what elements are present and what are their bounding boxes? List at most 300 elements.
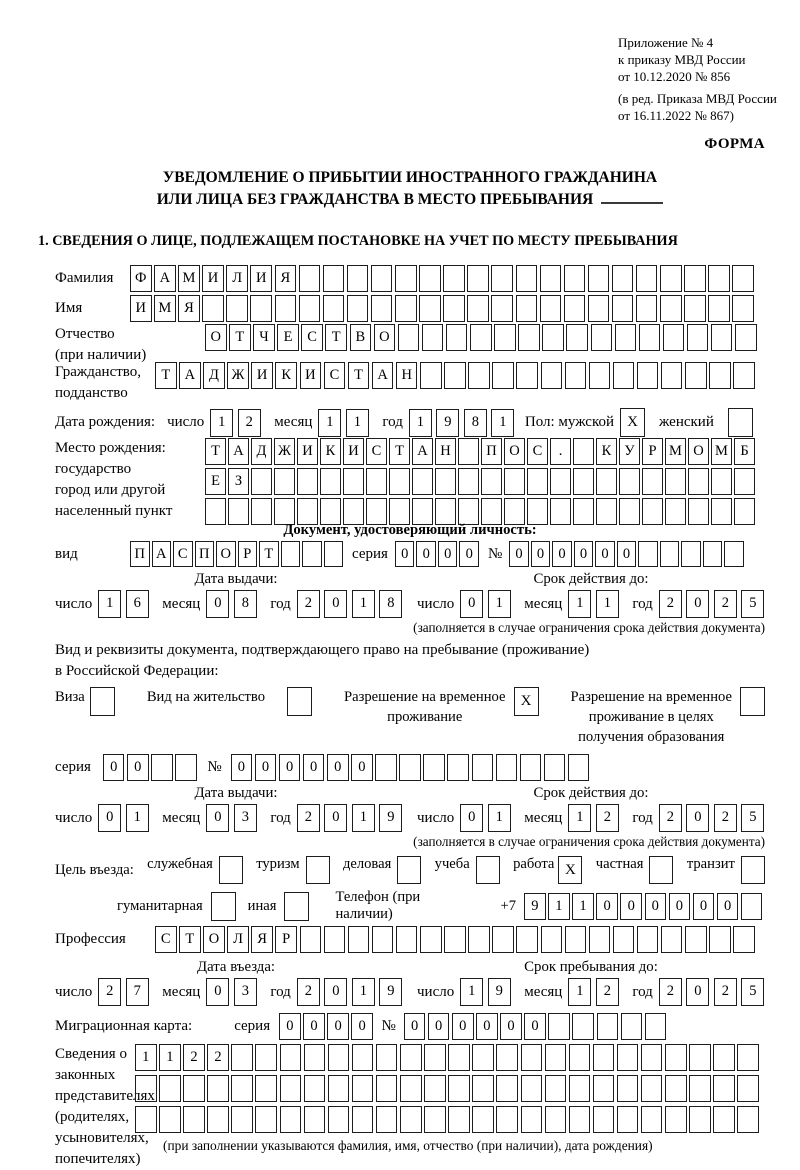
char-cell[interactable]: 1 xyxy=(491,409,514,437)
char-cell[interactable] xyxy=(443,265,465,292)
char-cell[interactable] xyxy=(548,1013,570,1040)
char-cell[interactable] xyxy=(732,295,754,322)
char-cell[interactable]: 1 xyxy=(596,590,619,618)
char-cell[interactable] xyxy=(737,1106,759,1133)
char-cell[interactable]: Т xyxy=(205,438,226,465)
char-cell[interactable] xyxy=(448,1106,470,1133)
char-cell[interactable]: М xyxy=(178,265,200,292)
char-cell[interactable]: 0 xyxy=(452,1013,474,1040)
char-cell[interactable] xyxy=(504,498,525,525)
char-cell[interactable]: А xyxy=(372,362,394,389)
purpose-work-checkbox[interactable]: X xyxy=(558,856,582,884)
char-cell[interactable]: . xyxy=(550,438,571,465)
char-cell[interactable]: Т xyxy=(179,926,201,953)
char-cell[interactable] xyxy=(636,295,658,322)
char-cell[interactable]: 1 xyxy=(159,1044,181,1071)
char-cell[interactable] xyxy=(496,754,518,781)
char-cell[interactable] xyxy=(275,295,297,322)
char-cell[interactable]: А xyxy=(179,362,201,389)
char-cell[interactable]: Т xyxy=(155,362,177,389)
char-cell[interactable] xyxy=(423,754,445,781)
char-cell[interactable] xyxy=(589,926,611,953)
char-cell[interactable] xyxy=(689,1044,711,1071)
char-cell[interactable]: 0 xyxy=(686,804,709,832)
char-cell[interactable] xyxy=(396,926,418,953)
purpose-transit-checkbox[interactable] xyxy=(741,856,765,884)
char-cell[interactable]: 2 xyxy=(207,1044,229,1071)
char-cell[interactable] xyxy=(596,468,617,495)
char-cell[interactable]: 1 xyxy=(352,590,375,618)
char-cell[interactable] xyxy=(304,1044,326,1071)
char-cell[interactable] xyxy=(684,295,706,322)
char-cell[interactable] xyxy=(376,1106,398,1133)
char-cell[interactable]: 0 xyxy=(596,893,618,920)
char-cell[interactable] xyxy=(419,295,441,322)
char-cell[interactable]: 0 xyxy=(509,541,529,567)
char-cell[interactable]: Р xyxy=(275,926,297,953)
char-cell[interactable] xyxy=(569,1044,591,1071)
char-cell[interactable] xyxy=(597,1013,619,1040)
char-cell[interactable] xyxy=(389,498,410,525)
char-cell[interactable] xyxy=(481,498,502,525)
purpose-private-checkbox[interactable] xyxy=(649,856,673,884)
char-cell[interactable] xyxy=(550,468,571,495)
char-cell[interactable] xyxy=(492,362,514,389)
char-cell[interactable]: Я xyxy=(251,926,273,953)
char-cell[interactable] xyxy=(660,295,682,322)
char-cell[interactable] xyxy=(151,754,173,781)
char-cell[interactable] xyxy=(527,468,548,495)
char-cell[interactable] xyxy=(516,265,538,292)
char-cell[interactable] xyxy=(521,1075,543,1102)
char-cell[interactable]: А xyxy=(228,438,249,465)
char-cell[interactable] xyxy=(637,926,659,953)
char-cell[interactable]: 0 xyxy=(460,590,483,618)
char-cell[interactable]: Д xyxy=(203,362,225,389)
char-cell[interactable] xyxy=(366,498,387,525)
char-cell[interactable]: Я xyxy=(275,265,297,292)
char-cell[interactable]: Р xyxy=(238,541,258,567)
char-cell[interactable]: 2 xyxy=(98,978,121,1006)
char-cell[interactable] xyxy=(642,468,663,495)
char-cell[interactable] xyxy=(685,362,707,389)
char-cell[interactable] xyxy=(444,926,466,953)
char-cell[interactable] xyxy=(420,926,442,953)
char-cell[interactable] xyxy=(641,1075,663,1102)
char-cell[interactable]: А xyxy=(154,265,176,292)
char-cell[interactable] xyxy=(711,468,732,495)
char-cell[interactable] xyxy=(564,265,586,292)
char-cell[interactable] xyxy=(323,265,345,292)
char-cell[interactable]: 1 xyxy=(352,978,375,1006)
char-cell[interactable] xyxy=(422,324,444,351)
char-cell[interactable] xyxy=(619,468,640,495)
char-cell[interactable]: 2 xyxy=(714,804,737,832)
char-cell[interactable] xyxy=(376,1075,398,1102)
char-cell[interactable] xyxy=(713,1106,735,1133)
char-cell[interactable] xyxy=(435,498,456,525)
char-cell[interactable] xyxy=(207,1106,229,1133)
char-cell[interactable]: 1 xyxy=(98,590,121,618)
char-cell[interactable] xyxy=(366,468,387,495)
char-cell[interactable]: 1 xyxy=(126,804,149,832)
char-cell[interactable] xyxy=(280,1044,302,1071)
char-cell[interactable]: П xyxy=(481,438,502,465)
char-cell[interactable] xyxy=(527,498,548,525)
char-cell[interactable]: Т xyxy=(389,438,410,465)
char-cell[interactable] xyxy=(545,1075,567,1102)
char-cell[interactable]: О xyxy=(504,438,525,465)
char-cell[interactable] xyxy=(472,1044,494,1071)
char-cell[interactable] xyxy=(709,362,731,389)
char-cell[interactable] xyxy=(518,324,540,351)
char-cell[interactable] xyxy=(661,926,683,953)
char-cell[interactable]: 0 xyxy=(617,541,637,567)
char-cell[interactable] xyxy=(352,1075,374,1102)
char-cell[interactable] xyxy=(565,362,587,389)
char-cell[interactable] xyxy=(371,265,393,292)
char-cell[interactable] xyxy=(591,324,613,351)
char-cell[interactable] xyxy=(639,324,661,351)
char-cell[interactable] xyxy=(713,1044,735,1071)
char-cell[interactable] xyxy=(708,295,730,322)
char-cell[interactable] xyxy=(734,468,755,495)
char-cell[interactable]: Ж xyxy=(227,362,249,389)
char-cell[interactable] xyxy=(280,1075,302,1102)
char-cell[interactable] xyxy=(541,362,563,389)
char-cell[interactable] xyxy=(231,1106,253,1133)
char-cell[interactable]: 9 xyxy=(379,978,402,1006)
char-cell[interactable]: О xyxy=(203,926,225,953)
char-cell[interactable] xyxy=(472,754,494,781)
char-cell[interactable]: 1 xyxy=(318,409,341,437)
char-cell[interactable]: 0 xyxy=(324,978,347,1006)
purpose-business-checkbox[interactable] xyxy=(397,856,421,884)
char-cell[interactable]: 2 xyxy=(297,978,320,1006)
char-cell[interactable] xyxy=(412,468,433,495)
char-cell[interactable] xyxy=(665,1044,687,1071)
char-cell[interactable] xyxy=(638,541,658,567)
char-cell[interactable]: 0 xyxy=(693,893,715,920)
char-cell[interactable]: С xyxy=(173,541,193,567)
char-cell[interactable]: И xyxy=(202,265,224,292)
char-cell[interactable]: 0 xyxy=(279,1013,301,1040)
char-cell[interactable] xyxy=(687,324,709,351)
char-cell[interactable] xyxy=(569,1106,591,1133)
char-cell[interactable] xyxy=(323,295,345,322)
char-cell[interactable] xyxy=(516,926,538,953)
char-cell[interactable]: 5 xyxy=(741,978,764,1006)
char-cell[interactable] xyxy=(521,1044,543,1071)
char-cell[interactable] xyxy=(205,498,226,525)
char-cell[interactable] xyxy=(447,754,469,781)
char-cell[interactable]: 1 xyxy=(548,893,570,920)
char-cell[interactable]: Т xyxy=(229,324,251,351)
char-cell[interactable]: 8 xyxy=(379,590,402,618)
char-cell[interactable]: И xyxy=(251,362,273,389)
char-cell[interactable]: М xyxy=(154,295,176,322)
char-cell[interactable]: Е xyxy=(205,468,226,495)
char-cell[interactable]: 2 xyxy=(238,409,261,437)
char-cell[interactable] xyxy=(544,754,566,781)
char-cell[interactable]: К xyxy=(320,438,341,465)
char-cell[interactable] xyxy=(617,1106,639,1133)
char-cell[interactable]: 0 xyxy=(686,978,709,1006)
char-cell[interactable]: 0 xyxy=(404,1013,426,1040)
char-cell[interactable]: 2 xyxy=(297,590,320,618)
char-cell[interactable] xyxy=(347,295,369,322)
char-cell[interactable]: О xyxy=(374,324,396,351)
char-cell[interactable] xyxy=(183,1106,205,1133)
char-cell[interactable]: 0 xyxy=(351,754,373,781)
char-cell[interactable] xyxy=(159,1106,181,1133)
char-cell[interactable] xyxy=(398,324,420,351)
char-cell[interactable]: 0 xyxy=(127,754,149,781)
char-cell[interactable] xyxy=(328,1075,350,1102)
char-cell[interactable] xyxy=(741,893,763,920)
char-cell[interactable] xyxy=(689,1075,711,1102)
char-cell[interactable]: А xyxy=(412,438,433,465)
char-cell[interactable] xyxy=(735,324,757,351)
char-cell[interactable] xyxy=(685,926,707,953)
char-cell[interactable] xyxy=(420,362,442,389)
char-cell[interactable] xyxy=(372,926,394,953)
char-cell[interactable]: 0 xyxy=(645,893,667,920)
char-cell[interactable] xyxy=(612,295,634,322)
char-cell[interactable]: Б xyxy=(734,438,755,465)
char-cell[interactable] xyxy=(297,468,318,495)
purpose-other-checkbox[interactable] xyxy=(284,892,309,921)
char-cell[interactable] xyxy=(641,1106,663,1133)
char-cell[interactable] xyxy=(255,1044,277,1071)
char-cell[interactable]: С xyxy=(155,926,177,953)
char-cell[interactable]: 1 xyxy=(135,1044,157,1071)
char-cell[interactable] xyxy=(665,1106,687,1133)
char-cell[interactable] xyxy=(448,1075,470,1102)
char-cell[interactable] xyxy=(274,498,295,525)
char-cell[interactable]: 8 xyxy=(234,590,257,618)
char-cell[interactable]: 0 xyxy=(669,893,691,920)
char-cell[interactable] xyxy=(564,295,586,322)
char-cell[interactable]: 0 xyxy=(324,590,347,618)
char-cell[interactable] xyxy=(688,498,709,525)
char-cell[interactable]: М xyxy=(711,438,732,465)
char-cell[interactable] xyxy=(516,362,538,389)
char-cell[interactable] xyxy=(280,1106,302,1133)
char-cell[interactable] xyxy=(324,926,346,953)
char-cell[interactable] xyxy=(348,926,370,953)
temp-residence-education-checkbox[interactable] xyxy=(740,687,765,716)
char-cell[interactable]: 0 xyxy=(686,590,709,618)
char-cell[interactable]: П xyxy=(130,541,150,567)
char-cell[interactable] xyxy=(324,541,344,567)
char-cell[interactable] xyxy=(400,1044,422,1071)
char-cell[interactable] xyxy=(588,265,610,292)
male-checkbox[interactable]: X xyxy=(620,408,645,437)
char-cell[interactable] xyxy=(641,1044,663,1071)
char-cell[interactable] xyxy=(494,324,516,351)
char-cell[interactable] xyxy=(228,498,249,525)
char-cell[interactable] xyxy=(545,1044,567,1071)
char-cell[interactable] xyxy=(520,754,542,781)
char-cell[interactable] xyxy=(572,1013,594,1040)
char-cell[interactable] xyxy=(613,362,635,389)
char-cell[interactable]: Е xyxy=(277,324,299,351)
char-cell[interactable] xyxy=(589,362,611,389)
char-cell[interactable] xyxy=(492,926,514,953)
char-cell[interactable] xyxy=(665,468,686,495)
char-cell[interactable]: О xyxy=(216,541,236,567)
char-cell[interactable] xyxy=(419,265,441,292)
char-cell[interactable] xyxy=(684,265,706,292)
char-cell[interactable]: 0 xyxy=(395,541,415,567)
char-cell[interactable] xyxy=(733,926,755,953)
char-cell[interactable]: И xyxy=(297,438,318,465)
char-cell[interactable] xyxy=(663,324,685,351)
char-cell[interactable]: 0 xyxy=(552,541,572,567)
char-cell[interactable] xyxy=(300,926,322,953)
char-cell[interactable] xyxy=(468,926,490,953)
char-cell[interactable]: 2 xyxy=(714,590,737,618)
char-cell[interactable] xyxy=(376,1044,398,1071)
char-cell[interactable] xyxy=(596,498,617,525)
char-cell[interactable]: 0 xyxy=(351,1013,373,1040)
char-cell[interactable]: 0 xyxy=(327,1013,349,1040)
char-cell[interactable]: 9 xyxy=(436,409,459,437)
char-cell[interactable] xyxy=(255,1106,277,1133)
char-cell[interactable] xyxy=(573,498,594,525)
char-cell[interactable] xyxy=(159,1075,181,1102)
residence-permit-checkbox[interactable] xyxy=(287,687,312,716)
char-cell[interactable]: 0 xyxy=(524,1013,546,1040)
char-cell[interactable] xyxy=(711,498,732,525)
char-cell[interactable] xyxy=(202,295,224,322)
char-cell[interactable] xyxy=(343,498,364,525)
char-cell[interactable] xyxy=(636,265,658,292)
char-cell[interactable] xyxy=(183,1075,205,1102)
char-cell[interactable]: 0 xyxy=(98,804,121,832)
char-cell[interactable]: 2 xyxy=(659,804,682,832)
char-cell[interactable] xyxy=(645,1013,667,1040)
char-cell[interactable] xyxy=(448,1044,470,1071)
char-cell[interactable] xyxy=(135,1075,157,1102)
char-cell[interactable]: 6 xyxy=(126,590,149,618)
char-cell[interactable]: Ж xyxy=(274,438,295,465)
char-cell[interactable]: 1 xyxy=(488,590,511,618)
char-cell[interactable]: 2 xyxy=(596,804,619,832)
char-cell[interactable] xyxy=(619,498,640,525)
char-cell[interactable] xyxy=(251,468,272,495)
char-cell[interactable] xyxy=(496,1106,518,1133)
char-cell[interactable] xyxy=(593,1106,615,1133)
char-cell[interactable] xyxy=(395,295,417,322)
char-cell[interactable]: Т xyxy=(259,541,279,567)
char-cell[interactable] xyxy=(299,295,321,322)
char-cell[interactable] xyxy=(352,1044,374,1071)
char-cell[interactable] xyxy=(467,295,489,322)
char-cell[interactable]: 0 xyxy=(459,541,479,567)
char-cell[interactable] xyxy=(446,324,468,351)
char-cell[interactable]: 1 xyxy=(572,893,594,920)
char-cell[interactable]: 0 xyxy=(231,754,253,781)
female-checkbox[interactable] xyxy=(728,408,753,437)
char-cell[interactable]: 0 xyxy=(595,541,615,567)
char-cell[interactable]: Т xyxy=(348,362,370,389)
char-cell[interactable]: 3 xyxy=(234,804,257,832)
char-cell[interactable] xyxy=(617,1075,639,1102)
char-cell[interactable] xyxy=(660,265,682,292)
char-cell[interactable]: 1 xyxy=(488,804,511,832)
char-cell[interactable] xyxy=(467,265,489,292)
char-cell[interactable]: 0 xyxy=(206,590,229,618)
purpose-study-checkbox[interactable] xyxy=(476,856,500,884)
char-cell[interactable] xyxy=(573,468,594,495)
char-cell[interactable]: Л xyxy=(227,926,249,953)
char-cell[interactable]: С xyxy=(366,438,387,465)
char-cell[interactable] xyxy=(711,324,733,351)
visa-checkbox[interactable] xyxy=(90,687,115,716)
char-cell[interactable] xyxy=(458,438,479,465)
char-cell[interactable] xyxy=(472,1075,494,1102)
char-cell[interactable] xyxy=(708,265,730,292)
char-cell[interactable] xyxy=(542,324,564,351)
char-cell[interactable]: Я xyxy=(178,295,200,322)
char-cell[interactable]: В xyxy=(350,324,372,351)
char-cell[interactable] xyxy=(573,438,594,465)
char-cell[interactable]: 9 xyxy=(524,893,546,920)
char-cell[interactable] xyxy=(352,1106,374,1133)
char-cell[interactable] xyxy=(389,468,410,495)
char-cell[interactable] xyxy=(703,541,723,567)
char-cell[interactable] xyxy=(347,265,369,292)
char-cell[interactable] xyxy=(681,541,701,567)
char-cell[interactable]: 1 xyxy=(568,804,591,832)
char-cell[interactable]: Ф xyxy=(130,265,152,292)
char-cell[interactable] xyxy=(732,265,754,292)
char-cell[interactable] xyxy=(540,265,562,292)
char-cell[interactable]: 0 xyxy=(460,804,483,832)
char-cell[interactable]: К xyxy=(275,362,297,389)
char-cell[interactable]: 2 xyxy=(714,978,737,1006)
char-cell[interactable]: 7 xyxy=(126,978,149,1006)
char-cell[interactable] xyxy=(491,295,513,322)
char-cell[interactable]: 1 xyxy=(352,804,375,832)
char-cell[interactable] xyxy=(443,295,465,322)
char-cell[interactable]: А xyxy=(152,541,172,567)
char-cell[interactable] xyxy=(231,1044,253,1071)
char-cell[interactable]: 0 xyxy=(206,978,229,1006)
char-cell[interactable]: 0 xyxy=(416,541,436,567)
char-cell[interactable] xyxy=(458,498,479,525)
char-cell[interactable] xyxy=(593,1075,615,1102)
char-cell[interactable]: 3 xyxy=(234,978,257,1006)
char-cell[interactable] xyxy=(175,754,197,781)
char-cell[interactable]: 0 xyxy=(620,893,642,920)
char-cell[interactable] xyxy=(320,468,341,495)
char-cell[interactable] xyxy=(734,498,755,525)
char-cell[interactable] xyxy=(444,362,466,389)
char-cell[interactable] xyxy=(299,265,321,292)
char-cell[interactable] xyxy=(617,1044,639,1071)
char-cell[interactable] xyxy=(255,1075,277,1102)
char-cell[interactable]: 0 xyxy=(531,541,551,567)
char-cell[interactable] xyxy=(713,1075,735,1102)
char-cell[interactable] xyxy=(343,468,364,495)
char-cell[interactable]: 0 xyxy=(206,804,229,832)
char-cell[interactable] xyxy=(320,498,341,525)
char-cell[interactable]: 5 xyxy=(741,804,764,832)
char-cell[interactable]: 2 xyxy=(596,978,619,1006)
